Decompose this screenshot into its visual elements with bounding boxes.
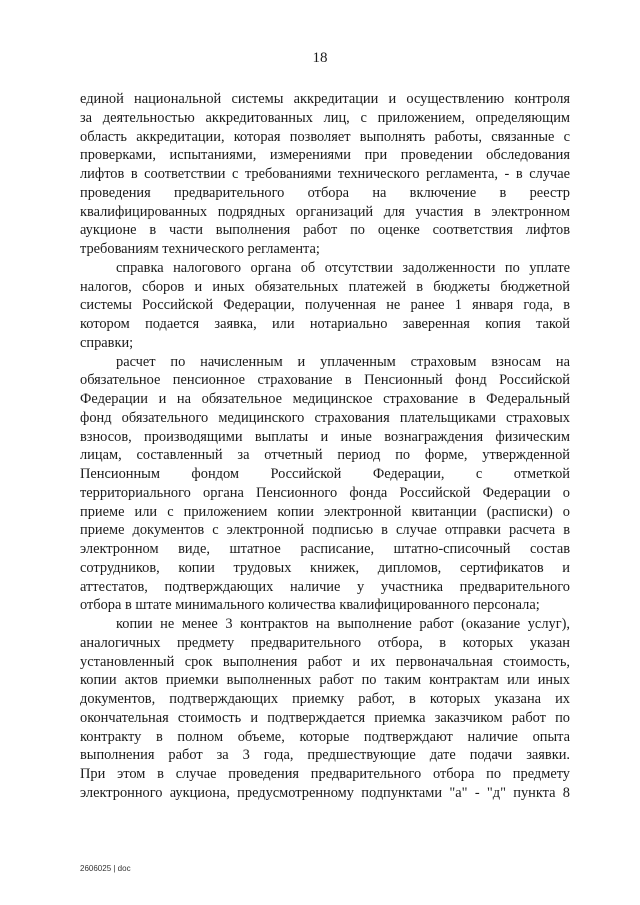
text-line: копии актов приемки выполненных работ по таким контрактам или иных	[80, 672, 570, 689]
text-line: аттестатов, подтверждающих наличие у участника предварительного	[80, 578, 570, 595]
document-footer-code: 2606025 | doc	[80, 864, 131, 873]
text-line: аналогичных предмету предварительного отбора, в которых указан	[80, 634, 570, 651]
text-line: документов, подтверждающих приемку работ, в которых указана их	[80, 691, 570, 707]
text-line: налогов, сборов и иных обязательных платежей в бюджеты бюджетной	[80, 278, 570, 295]
text-line: территориального органа Пенсионного фонда Российской Федерации о	[80, 484, 570, 501]
text-line: лифтов в соответствии с требованиями технического регламента, - в случае	[80, 166, 570, 182]
text-line: область аккредитации, которая позволяет выполнять работы, связанные с	[80, 128, 570, 145]
paragraph-start-line: расчет по начисленным и уплаченным страховым взносам на	[116, 353, 570, 370]
text-line: котором подается заявка, или нотариально заверенная копия такой	[80, 316, 570, 332]
document-body	[80, 90, 570, 803]
paragraph-start-line: справка налогового органа об отсутствии задолженности по уплате	[116, 259, 570, 276]
text-line: требованиям технического регламента;	[80, 241, 320, 257]
text-line: за деятельностью аккредитованных лиц, с приложением, определяющим	[80, 109, 570, 126]
text-line: электронном виде, штатное расписание, штатно-списочный состав	[80, 541, 570, 557]
page-number: 18	[312, 50, 328, 66]
text-line: Федерации и на обязательное медицинское страхование в Федеральный	[80, 391, 570, 407]
text-line: лицам, составленный за отчетный период по форме, утвержденной	[80, 447, 570, 464]
text-line: контракту в полном объеме, которые подтверждают наличие опыта	[80, 728, 570, 745]
text-line: приеме или с приложением копии электронной квитанции (расписки) о	[80, 503, 570, 520]
text-line: проверками, испытаниями, измерениями при проведении обследования	[80, 147, 570, 164]
paragraph-start-line: копии не менее 3 контрактов на выполнение работ (оказание услуг),	[116, 616, 570, 632]
text-line: приеме документов с электронной подписью в случае отправки расчета в	[80, 522, 570, 539]
text-line: проведения предварительного отбора на включение в реестр	[80, 184, 570, 201]
text-line: окончательная стоимость и подтверждается приемка заказчиком работ по	[80, 709, 570, 726]
text-line: системы Российской Федерации, полученная не ранее 1 января года, в	[80, 297, 570, 314]
text-line: единой национальной системы аккредитации и осуществлению контроля	[80, 91, 570, 107]
text-line: электронного аукциона, предусмотренному подпунктами "а" - "д" пункта 8	[80, 784, 570, 801]
text-line: взносов, производящими выплаты и иные вознаграждения физическим	[80, 428, 570, 445]
text-line: аукционе в части выполнения работ по оценке соответствия лифтов	[80, 222, 570, 239]
text-line: Пенсионным фондом Российской Федерации, с отметкой	[80, 466, 570, 482]
text-line: выполнения работ за 3 года, предшествующие дате подачи заявки.	[80, 747, 570, 764]
text-line: обязательное пенсионное страхование в Пенсионный фонд Российской	[80, 372, 570, 389]
text-line: квалифицированных подрядных организаций для участия в электронном	[80, 203, 570, 220]
text-line: сотрудников, копии трудовых книжек, дипломов, сертификатов и	[80, 559, 570, 576]
text-line: справки;	[80, 334, 134, 351]
text-line: При этом в случае проведения предварительного отбора по предмету	[80, 766, 570, 782]
text-line: фонд обязательного медицинского страхования плательщиками страховых	[80, 409, 570, 426]
text-line: отбора в штате минимального количества квалифицированного персонала;	[80, 597, 540, 614]
text-line: установленный срок выполнения работ и их первоначальная стоимость,	[80, 653, 570, 670]
